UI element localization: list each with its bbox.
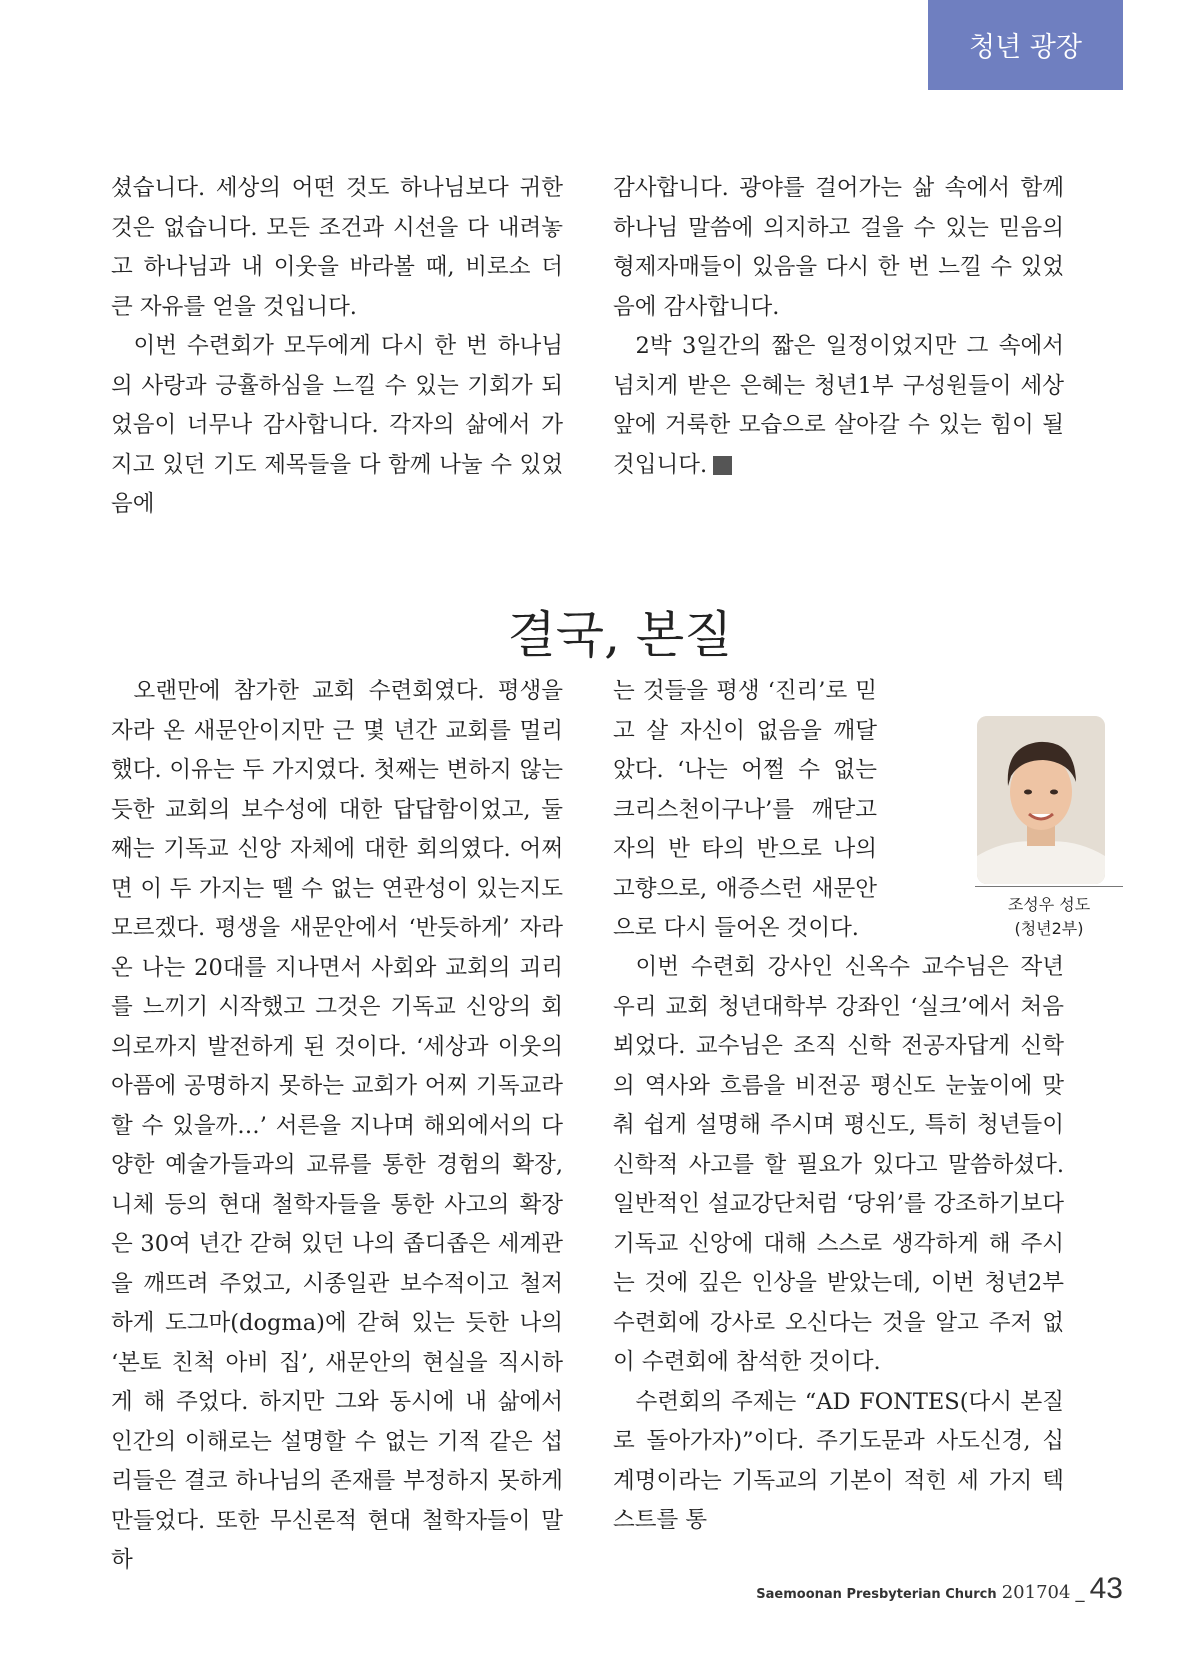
author-caption <box>975 893 1123 941</box>
prev-article-right-column <box>613 169 1064 485</box>
issue-number: 201704 <box>1001 1582 1071 1603</box>
paragraph: 셨습니다. 세상의 어떤 것도 하나님보다 귀한 것은 없습니다. 모든 조건과 시선을 다 내려놓고 하나님과 내 이웃을 바라볼 때, 비로소 더 큰 자유를 얻을 것입니다. <box>111 175 563 320</box>
paragraph: 이번 수련회가 모두에게 다시 한 번 하나님의 사랑과 긍휼하심을 느낄 수 있는 기회가 되었음이 너무나 감사합니다. 각자의 삶에서 가지고 있던 기도 제목들을 다 함께 나눌 수 있었음에 <box>111 333 563 517</box>
caption-rule <box>975 886 1123 887</box>
article-left-column <box>111 672 563 1581</box>
author-group: (청년2부) <box>1014 919 1084 938</box>
author-portrait-image <box>977 716 1105 884</box>
page-footer <box>756 1572 1123 1606</box>
paragraph: 오랜만에 참가한 교회 수련회였다. 평생을 자라 온 새문안이지만 근 몇 년간 교회를 멀리했다. 이유는 두 가지였다. 첫째는 변하지 않는 듯한 교회의 보수성에 대한 답답함이었고, 둘째는 기독교 신앙 자체에 대한 회의였다. 어쩌면 이 두 가지는 뗄 수 없는 연관성이 있는지도 모르겠다. 평생을 새문안에서 ‘반듯하게’ 자라온 나는 20대를 지나면서 사회와 교회의 괴리를 느끼기 시작했고 그것은 기독교 신앙의 회의로까지 발전하게 된 것이다. ‘세상과 이웃의 아픔에 공명하지 못하는 교회가 어찌 기독교라 할 수 있을까…’ 서른을 지나며 해외에서의 다양한 예술가들과의 교류를 통한 경험의 확장, 니체 등의 현대 철학자들을 통한 사고의 확장은 30여 년간 갇혀 있던 나의 좁디좁은 세계관을 깨뜨려 주었고, 시종일관 보수적이고 철저하게 도그마(dogma)에 갇혀 있는 듯한 나의 ‘본토 친척 아비 집’, 새문안의 현실을 직시하게 해 주었다. 하지만 그와 동시에 내 삶에서 인간의 이해로는 설명할 수 없는 기적 같은 섭리들은 결코 하나님의 존재를 부정하지 못하게 만들었다. 또한 무신론적 현대 철학자들이 말하 <box>111 678 563 1573</box>
section-tab <box>928 0 1123 90</box>
article-title: 결국, 본질 <box>507 606 733 664</box>
footer-separator: _ <box>1075 1582 1085 1603</box>
author-photo <box>977 716 1105 884</box>
church-name: Saemoonan Presbyterian Church <box>756 1587 997 1602</box>
paragraph: 는 것들을 평생 ‘진리’로 믿고 살 자신이 없음을 깨달았다. ‘나는 어쩔 수 없는 크리스천이구나’를 깨닫고 자의 반 타의 반으로 나의 고향으로, 애증스런 새문안으로 다시 들어온 것이다. <box>613 678 877 941</box>
article-right-top-text <box>613 672 877 949</box>
paragraph-text: 2박 3일간의 짧은 일정이었지만 그 속에서 넘치게 받은 은혜는 청년1부 구성원들이 세상 앞에 거룩한 모습으로 살아갈 수 있는 힘이 될 것입니다. <box>613 333 1064 478</box>
author-box <box>975 716 1123 941</box>
end-mark-icon: 새 <box>713 456 732 475</box>
paragraph: 수련회의 주제는 “AD FONTES(다시 본질로 돌아가자)”이다. 주기도문과 사도신경, 십계명이라는 기독교의 기본이 적힌 세 가지 텍스트를 통 <box>613 1388 1064 1533</box>
page-number: 43 <box>1089 1572 1123 1605</box>
paragraph: 감사합니다. 광야를 걸어가는 삶 속에서 함께 하나님 말씀에 의지하고 걸을 수 있는 믿음의 형제자매들이 있음을 다시 한 번 느낄 수 있었음에 감사합니다. <box>613 175 1064 320</box>
author-name: 조성우 성도 <box>1007 895 1091 914</box>
paragraph <box>613 327 1064 485</box>
section-tab-label: 청년 광장 <box>969 32 1082 63</box>
paragraph: 이번 수련회 강사인 신옥수 교수님은 작년 우리 교회 청년대학부 강좌인 ‘실크’에서 처음 뵈었다. 교수님은 조직 신학 전공자답게 신학의 역사와 흐름을 비전공 평신도 눈높이에 맞춰 쉽게 설명해 주시며 평신도, 특히 청년들이 신학적 사고를 할 필요가 있다고 말씀하셨다. 일반적인 설교강단처럼 ‘당위’를 강조하기보다 기독교 신앙에 대해 스스로 생각하게 해 주시는 것에 깊은 인상을 받았는데, 이번 청년2부 수련회에 강사로 오신다는 것을 알고 주저 없이 수련회에 참석한 것이다. <box>613 954 1064 1375</box>
article-right-column <box>613 948 1064 1541</box>
prev-article-left-column <box>111 169 563 525</box>
